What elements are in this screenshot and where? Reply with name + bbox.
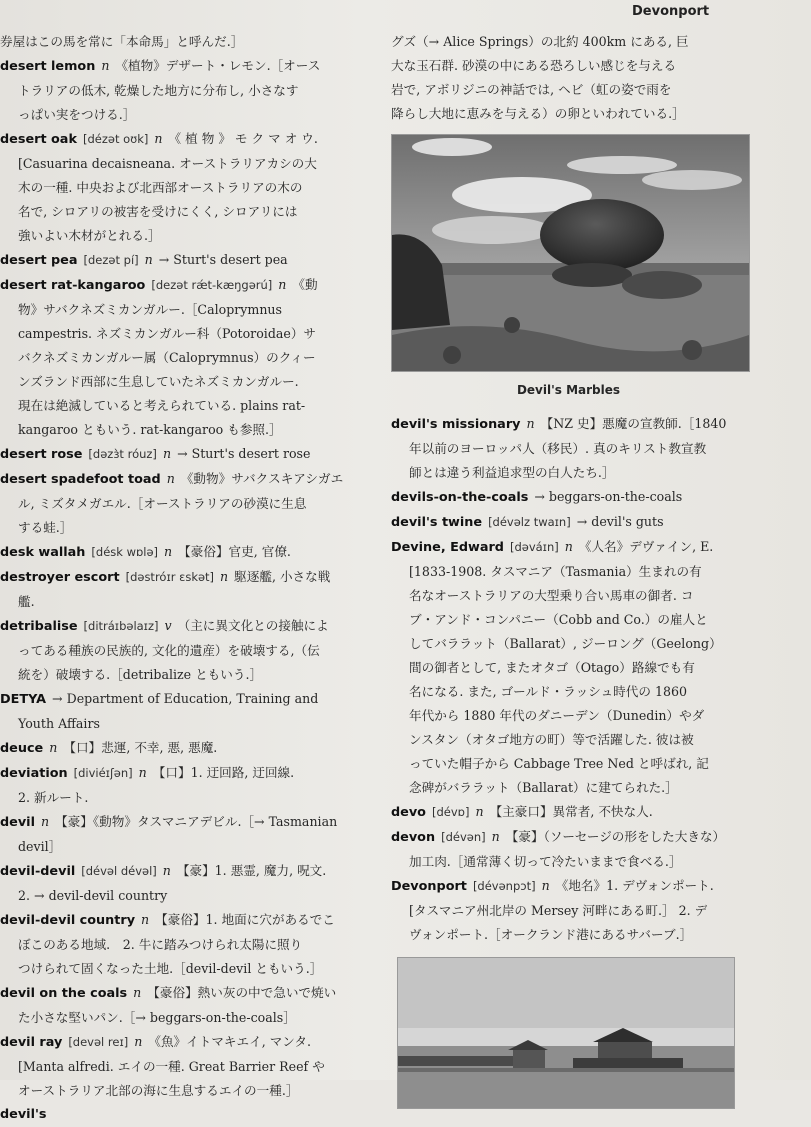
headword: Devine, Edward bbox=[391, 540, 504, 555]
definition-line: [1833-1908. タスマニア（Tasmania）生まれの有 bbox=[409, 564, 702, 579]
definition-line: 岩で, アボリジニの神話では, ヘビ（虹の姿で雨を bbox=[391, 82, 672, 97]
definition-line: 2. → devil-devil country bbox=[18, 888, 168, 903]
dictionary-entry bbox=[391, 535, 746, 800]
devils-marbles-photo bbox=[391, 134, 750, 372]
definition-text: 券屋はこの馬を常に「本命馬」と呼んだ.］ bbox=[0, 34, 244, 49]
right-column bbox=[391, 30, 746, 1109]
part-of-speech: n bbox=[141, 912, 150, 927]
headword: devil-devil bbox=[0, 864, 76, 879]
right-entries bbox=[391, 412, 746, 947]
left-column bbox=[0, 30, 372, 1127]
definition-line: つけられて固くなった土地.［devil-devil ともいう.］ bbox=[18, 961, 323, 976]
dictionary-entry bbox=[0, 273, 372, 442]
pronunciation: [désk wɒlə] bbox=[91, 545, 159, 559]
definition-text: 【豪俗】熱い灰の中で急いで焼い bbox=[147, 985, 337, 1000]
definition-line: 降らし大地に恵みを与える）の卵といわれている.］ bbox=[391, 106, 685, 121]
definition-text: 《人名》デヴァイン, E. bbox=[578, 539, 714, 554]
pronunciation: [ditráɪbəlaɪz] bbox=[83, 619, 159, 633]
entry-first-line bbox=[0, 981, 372, 1006]
definition-line: 2. 新ルート. bbox=[18, 790, 89, 805]
part-of-speech: n bbox=[526, 416, 535, 431]
headword: destroyer escort bbox=[0, 570, 120, 585]
entry-first-line bbox=[391, 874, 746, 899]
part-of-speech: n bbox=[220, 569, 229, 584]
entry-first-line bbox=[391, 510, 746, 535]
entry-first-line bbox=[0, 127, 372, 152]
entry-first-line bbox=[0, 687, 372, 712]
definition-line: Youth Affairs bbox=[18, 716, 100, 731]
pronunciation: [devəl reɪ] bbox=[68, 1035, 129, 1049]
headword: desert lemon bbox=[0, 59, 96, 74]
entry-first-line bbox=[0, 908, 372, 933]
dictionary-entry bbox=[0, 540, 372, 565]
dictionary-entry bbox=[0, 248, 372, 273]
definition-line: 現在は絶滅していると考えられている. plains rat- bbox=[18, 398, 306, 413]
part-of-speech: v bbox=[164, 618, 172, 633]
definition-line: campestris. ネズミカンガルー科（Potoroidae）サ bbox=[18, 326, 317, 341]
part-of-speech: n bbox=[475, 804, 484, 819]
entry-first-line bbox=[391, 825, 746, 850]
entry-first-line bbox=[0, 273, 372, 298]
definition-line: ブ・アンド・コンパニー（Cobb and Co.）の雇人と bbox=[409, 612, 708, 627]
part-of-speech: n bbox=[49, 740, 58, 755]
headword: desert rat-kangaroo bbox=[0, 278, 146, 293]
definition-line: 間の御者として, またオタゴ（Otago）路線でも有 bbox=[409, 660, 695, 675]
pronunciation: [dəváɪn] bbox=[509, 540, 559, 554]
headword: desert oak bbox=[0, 132, 77, 147]
definition-line: ぼこのある地域. 2. 牛に踏みつけられ太陽に照り bbox=[18, 937, 303, 952]
definition-line: devil］ bbox=[18, 839, 62, 854]
entry-first-line bbox=[0, 540, 372, 565]
dictionary-entry bbox=[0, 908, 372, 981]
dictionary-entry bbox=[0, 981, 372, 1030]
headword: devils-on-the-coals bbox=[391, 490, 529, 505]
definition-text: 【主豪口】異常者, 不快な人. bbox=[489, 804, 653, 819]
pronunciation: [dezət pí] bbox=[83, 253, 139, 267]
pronunciation: [diviéɪʃən] bbox=[73, 766, 133, 780]
part-of-speech: n bbox=[491, 829, 500, 844]
headword: deviation bbox=[0, 766, 68, 781]
definition-line: トラリアの低木, 乾燥した地方に分布し, 小さなす bbox=[18, 83, 299, 98]
definition-text: 《魚》イトマキエイ, マンタ. bbox=[148, 1034, 311, 1049]
dictionary-entry bbox=[0, 565, 372, 614]
definition-line: 木の一種. 中央および北西部オーストラリアの木の bbox=[18, 180, 303, 195]
entry-first-line bbox=[0, 761, 372, 786]
pronunciation: [dezət rǽt-kæŋgərú] bbox=[151, 278, 273, 292]
headword: detribalise bbox=[0, 619, 78, 634]
definition-text: → beggars-on-the-coals bbox=[534, 489, 683, 504]
headword: devo bbox=[391, 805, 426, 820]
definition-line: 念碑がバララット（Ballarat）に建てられた.］ bbox=[409, 780, 678, 795]
part-of-speech: n bbox=[138, 765, 147, 780]
definition-line: ってある種族の民族的, 文化的遺産）を破壊する,（伝 bbox=[18, 643, 320, 658]
definition-text: 《動 bbox=[292, 277, 318, 292]
entry-first-line bbox=[0, 248, 372, 273]
boulder-landscape-image bbox=[392, 135, 749, 371]
dictionary-entry bbox=[0, 614, 372, 687]
devonport-photo bbox=[397, 957, 735, 1109]
right-intro-entry bbox=[391, 30, 746, 126]
definition-line: 大な玉石群. 砂漠の中にある恐ろしい感じを与える bbox=[391, 58, 677, 73]
dictionary-entry bbox=[391, 874, 746, 947]
part-of-speech: n bbox=[564, 539, 573, 554]
waterfront-building-image bbox=[398, 958, 734, 1108]
headword: devon bbox=[391, 830, 436, 845]
dictionary-entry bbox=[0, 442, 372, 467]
headword: desk wallah bbox=[0, 545, 86, 560]
entry-first-line bbox=[0, 736, 372, 761]
pronunciation: [dəzɜ̀t róuz] bbox=[88, 447, 157, 461]
dictionary-entry bbox=[0, 467, 372, 540]
pronunciation: [dévənpɔt] bbox=[472, 879, 536, 893]
entry-first-line bbox=[0, 54, 372, 79]
definition-text: → devil's guts bbox=[576, 514, 664, 529]
definition-text: 《 植 物 》 モ ク マ オ ウ. bbox=[168, 131, 318, 146]
definition-line: してバララット（Ballarat）, ジーロング（Geelong） bbox=[409, 636, 722, 651]
definition-line: っぱい実をつける.］ bbox=[18, 107, 136, 122]
part-of-speech: n bbox=[40, 814, 50, 829]
definition-text: 【豪俗】1. 地面に穴があるでこ bbox=[155, 912, 335, 927]
definition-text: 【豪】《動物》タスマニアデビル.［→ Tasmanian bbox=[55, 814, 338, 829]
definition-text: 【口】悲運, 不幸, 悪, 悪魔. bbox=[63, 740, 218, 755]
part-of-speech: n bbox=[162, 863, 171, 878]
part-of-speech: n bbox=[101, 58, 110, 73]
definition-line: 艦. bbox=[18, 594, 35, 609]
part-of-speech: n bbox=[154, 131, 163, 146]
definition-line: する蛙.］ bbox=[18, 520, 73, 535]
part-of-speech: n bbox=[541, 878, 550, 893]
part-of-speech: n bbox=[134, 1034, 143, 1049]
definition-line: ル, ミズタメガエル.［オーストラリアの砂漠に生息 bbox=[18, 496, 307, 511]
part-of-speech: n bbox=[278, 277, 287, 292]
entry-first-line bbox=[391, 535, 746, 560]
definition-text: 《動物》サバクスキアシガエ bbox=[180, 471, 344, 486]
entry-first-line bbox=[391, 800, 746, 825]
dictionary-entry bbox=[0, 1030, 372, 1103]
dictionary-entry bbox=[391, 800, 746, 825]
definition-text: 【NZ 史】悪魔の宣教師.［1840 bbox=[540, 416, 727, 431]
definition-line: グズ（→ Alice Springs）の北約 400km にある, 巨 bbox=[391, 34, 689, 49]
entry-first-line bbox=[0, 30, 372, 54]
definition-line: 加工肉.［通常薄く切って冷たいままで食べる.］ bbox=[409, 854, 682, 869]
entry-first-line bbox=[391, 485, 746, 510]
photo-caption: Devil's Marbles bbox=[516, 383, 621, 397]
pronunciation: [dézət oʊk] bbox=[82, 132, 149, 146]
headword: desert pea bbox=[0, 253, 78, 268]
entry-first-line bbox=[391, 412, 746, 437]
definition-line: 名なオーストラリアの大型乗り合い馬車の御者. コ bbox=[409, 588, 694, 603]
definition-line: 統を）破壊する.［detribalize ともいう.］ bbox=[18, 667, 263, 682]
part-of-speech: n bbox=[144, 252, 153, 267]
headword: devil's twine bbox=[391, 515, 483, 530]
headword: devil bbox=[0, 815, 35, 830]
part-of-speech: n bbox=[162, 446, 172, 461]
dictionary-entry bbox=[0, 761, 372, 810]
definition-text: （主に異文化との接触によ bbox=[177, 618, 329, 633]
headword: deuce bbox=[0, 741, 44, 756]
definition-text: → Department of Education, Training and bbox=[52, 691, 319, 706]
definition-text: 【豪】1. 悪霊, 魔力, 呪文. bbox=[176, 863, 327, 878]
pronunciation: [dévɒ] bbox=[431, 805, 470, 819]
dictionary-entry bbox=[0, 736, 372, 761]
headword: devil ray bbox=[0, 1035, 63, 1050]
entry-first-line bbox=[0, 614, 372, 639]
pronunciation: [dévəlz twaɪn] bbox=[488, 515, 571, 529]
headword: devil on the coals bbox=[0, 986, 128, 1001]
definition-text: 【豪俗】官吏, 官僚. bbox=[178, 544, 291, 559]
headword: desert rose bbox=[0, 447, 83, 462]
dictionary-entry bbox=[391, 510, 746, 535]
cut-off-headword: devil's bbox=[0, 1107, 47, 1122]
definition-line: 年代から 1880 年代のダニーデン（Dunedin）やダ bbox=[409, 708, 705, 723]
definition-line: バクネズミカンガルー属（Caloprymnus）のクィー bbox=[18, 350, 316, 365]
headword: DETYA bbox=[0, 692, 47, 707]
part-of-speech: n bbox=[166, 471, 175, 486]
dictionary-entry bbox=[391, 412, 746, 485]
headword: desert spadefoot toad bbox=[0, 472, 161, 487]
definition-text: 【口】1. 迂回路, 迂回線. bbox=[152, 765, 295, 780]
definition-text: → Sturt's desert pea bbox=[158, 252, 288, 267]
definition-line: ンズランド西部に生息していたネズミカンガルー. bbox=[18, 374, 299, 389]
dictionary-entry bbox=[0, 859, 372, 908]
pronunciation: [dévəl dévəl] bbox=[81, 864, 157, 878]
entry-first-line bbox=[0, 442, 372, 467]
entry-first-line bbox=[0, 565, 372, 590]
definition-text: 【豪】（ソーセージの形をした大きな） bbox=[505, 829, 726, 844]
dictionary-entry bbox=[391, 485, 746, 510]
headword: devil-devil country bbox=[0, 913, 136, 928]
dictionary-entry bbox=[0, 54, 372, 127]
definition-text: 駆逐艦, 小さな戦 bbox=[234, 569, 331, 584]
part-of-speech: n bbox=[133, 985, 142, 1000]
definition-line: 年以前のヨーロッパ人（移民）. 真のキリスト教宣教 bbox=[409, 441, 707, 456]
definition-line: 物》サバクネズミカンガルー.［Caloprymnus bbox=[18, 302, 283, 317]
dictionary-entry bbox=[0, 810, 372, 859]
definition-line: オーストラリア北部の海に生息するエイの一種.］ bbox=[18, 1083, 299, 1098]
pronunciation: [dévən] bbox=[441, 830, 486, 844]
part-of-speech: n bbox=[164, 544, 173, 559]
entry-first-line bbox=[0, 1030, 372, 1055]
definition-line: [タスマニア州北岸の Mersey 河畔にある町.］ 2. デ bbox=[409, 903, 708, 918]
dictionary-entry bbox=[0, 30, 372, 54]
entry-first-line bbox=[0, 467, 372, 492]
definition-line: 強いよい木材がとれる.］ bbox=[18, 228, 161, 243]
definition-line: [Casuarina decaisneana. オーストラリアカシの大 bbox=[18, 156, 317, 171]
entry-first-line bbox=[0, 859, 372, 884]
headword: Devonport bbox=[391, 879, 467, 894]
definition-line: ンスタン（オタゴ地方の町）等で活躍した. 彼は被 bbox=[409, 732, 694, 747]
pronunciation: [dəstróɪr ɛskət] bbox=[125, 570, 215, 584]
definition-line: っていた帽子から Cabbage Tree Ned と呼ばれ, 記 bbox=[409, 756, 709, 771]
definition-line: ヴォンポート.［オークランド港にあるサバーブ.］ bbox=[409, 927, 693, 942]
headword: devil's missionary bbox=[391, 417, 521, 432]
dictionary-entry bbox=[391, 825, 746, 874]
dictionary-entry bbox=[0, 127, 372, 248]
dictionary-entry bbox=[0, 687, 372, 736]
entry-first-line bbox=[0, 810, 372, 835]
definition-text: → Sturt's desert rose bbox=[177, 446, 311, 461]
definition-line: [Manta alfredi. エイの一種. Great Barrier Reef や bbox=[18, 1059, 325, 1074]
definition-line: 名になる. また, ゴールド・ラッシュ時代の 1860 bbox=[409, 684, 687, 699]
running-head: Devonport bbox=[632, 4, 710, 19]
definition-line: kangaroo ともいう. rat-kangaroo も参照.］ bbox=[18, 422, 282, 437]
definition-text: 《地名》1. デヴォンポート. bbox=[555, 878, 714, 893]
definition-text: 《植物》デザート・レモン.［オース bbox=[115, 58, 321, 73]
definition-line: 師とは違う利益追求型の白人たち.］ bbox=[409, 465, 615, 480]
definition-line: た小さな堅いパン.［→ beggars-on-the-coals］ bbox=[18, 1010, 296, 1025]
definition-line: 名で, シロアリの被害を受けにくく, シロアリには bbox=[18, 204, 298, 219]
